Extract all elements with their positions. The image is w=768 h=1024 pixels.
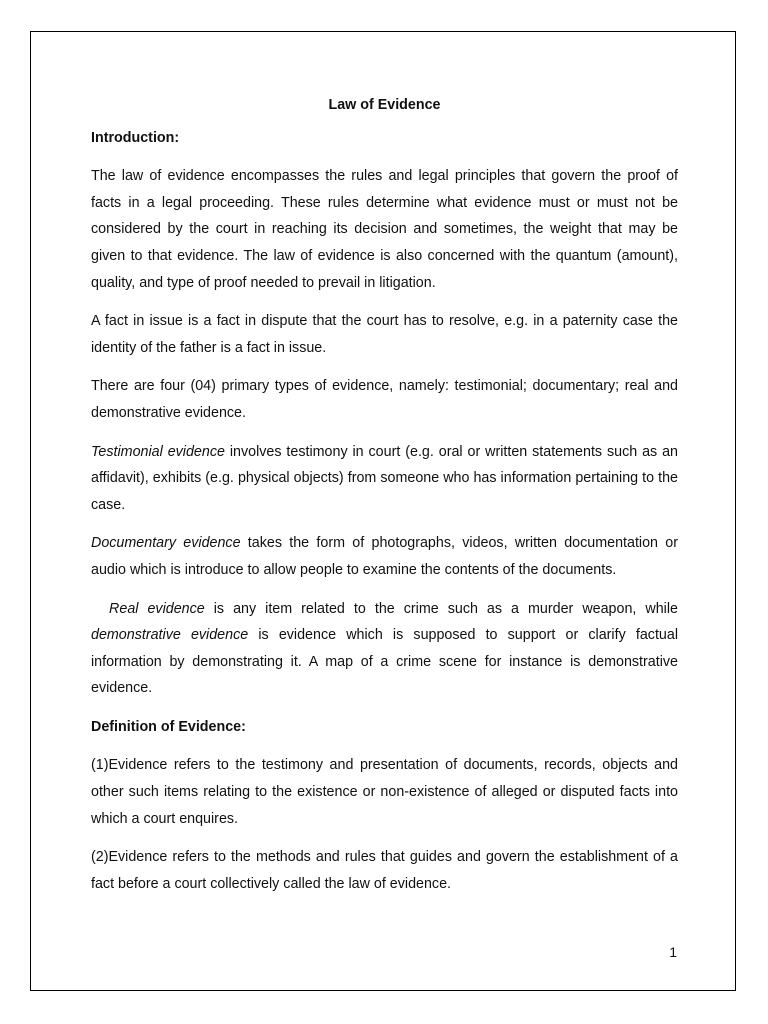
introduction-heading: Introduction: xyxy=(91,129,180,146)
demonstrative-text: is evidence which is supposed to support or clarify factual information by demonstrating it. A map of a crime scene for instance is demonstrative evidence. xyxy=(91,627,678,697)
definition-2-paragraph: (2)Evidence refers to the methods and rules that guides and govern the establishment of a fact before a court collectively called the law of evidence. xyxy=(91,849,678,892)
testimonial-text: involves testimony in court (e.g. oral or written statements such as an affidavit), exhibits (e.g. physical objects) from someone who has information pertaining to the case. xyxy=(91,443,678,513)
intro-paragraph: The law of evidence encompasses the rules and legal principles that govern the proof of facts in a legal proceeding. These rules determine what evidence must or must not be considered by the court in reaching its decision and sometimes, the weight that may be given to that evidence. The law of evidence is also concerned with the quantum (amount), quality, and type of proof needed to prevail in litigation. xyxy=(91,168,678,291)
document-title: Law of Evidence xyxy=(328,97,441,113)
types-of-evidence-paragraph: There are four (04) primary types of evidence, namely: testimonial; documentary; real and demonstrative evidence. xyxy=(91,378,678,421)
document-page xyxy=(30,31,736,991)
real-term: Real evidence xyxy=(109,600,205,617)
documentary-paragraph xyxy=(91,530,678,583)
page-content xyxy=(91,92,678,909)
definition-1-paragraph: (1)Evidence refers to the testimony and presentation of documents, records, objects and other such items relating to the existence or non-existence of alleged or disputed facts into which a court enquires. xyxy=(91,757,678,827)
definition-heading: Definition of Evidence: xyxy=(91,718,246,735)
testimonial-term: Testimonial evidence xyxy=(91,443,225,460)
page-number: 1 xyxy=(669,944,677,960)
documentary-text: takes the form of photographs, videos, written documentation or audio which is introduce to allow people to examine the contents of the documents. xyxy=(91,535,678,578)
real-demonstrative-paragraph xyxy=(91,596,678,702)
fact-in-issue-paragraph: A fact in issue is a fact in dispute that the court has to resolve, e.g. in a paternity case the identity of the father is a fact in issue. xyxy=(91,313,678,356)
documentary-term: Documentary evidence xyxy=(91,535,241,552)
demonstrative-term: demonstrative evidence xyxy=(91,627,249,644)
real-text: is any item related to the crime such as a murder weapon, while xyxy=(204,600,678,617)
testimonial-paragraph xyxy=(91,439,678,519)
